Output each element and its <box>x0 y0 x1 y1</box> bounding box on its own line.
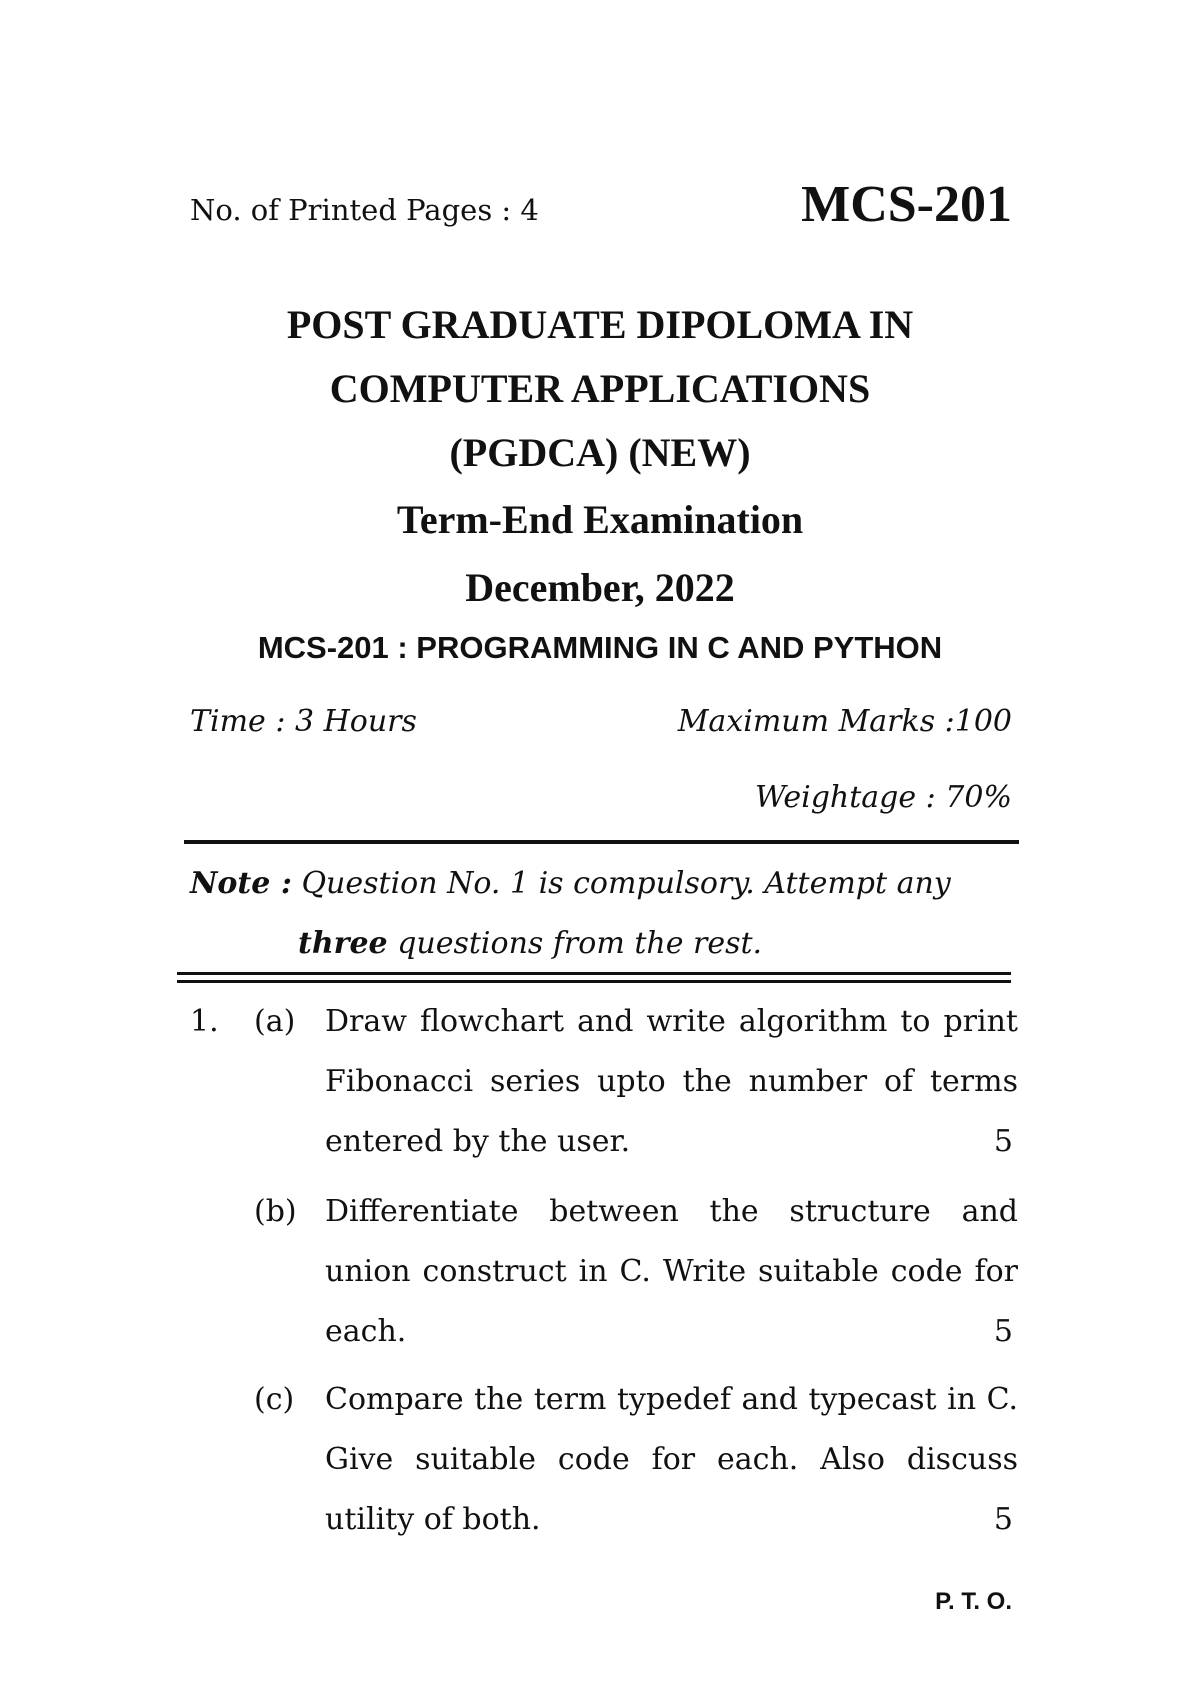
please-turn-over: P. T. O. <box>935 1588 1012 1615</box>
note-line-2-rest: questions from the rest. <box>387 926 763 961</box>
programme-title-line-3: (PGDCA) (NEW) <box>449 430 751 475</box>
subject-title: MCS-201 : PROGRAMMING IN C AND PYTHON <box>257 630 943 665</box>
question-part-a-marks: 5 <box>993 1124 1013 1159</box>
question-part-c-letter: (c) <box>254 1382 295 1417</box>
divider-double-lower <box>177 980 1011 983</box>
exam-time: Time : 3 Hours <box>190 704 417 739</box>
weightage: Weightage : 70% <box>754 780 1012 815</box>
question-part-c-text: Compare the term typedef and typecast in C. Give suitable code for each. Also discuss utility of both. <box>325 1382 1018 1537</box>
note-line-1: Question No. 1 is compulsory. Attempt any <box>301 866 951 901</box>
note-emphasis: three <box>298 926 388 961</box>
programme-title-line-2: COMPUTER APPLICATIONS <box>329 366 871 411</box>
divider-top <box>184 840 1019 844</box>
exam-session: December, 2022 <box>465 565 735 610</box>
printed-pages-count: No. of Printed Pages : 4 <box>190 193 539 227</box>
note-line-2 <box>298 924 762 964</box>
question-part-b-marks: 5 <box>993 1314 1013 1349</box>
question-part-a-letter: (a) <box>254 1004 296 1039</box>
maximum-marks: Maximum Marks :100 <box>677 704 1012 739</box>
question-number: 1. <box>190 1004 219 1039</box>
question-part-b-text: Differentiate between the structure and union construct in C. Write suitable code for each. <box>325 1194 1018 1349</box>
question-part-b-letter: (b) <box>254 1194 297 1229</box>
programme-title-line-1: POST GRADUATE DIPOLOMA IN <box>286 302 914 347</box>
divider-double-upper <box>177 972 1011 975</box>
question-part-c-marks: 5 <box>993 1502 1013 1537</box>
instructions-note <box>190 864 1020 904</box>
exam-title: Term-End Examination <box>396 497 804 542</box>
course-code: MCS-201 <box>801 176 1012 233</box>
question-part-a-text: Draw flowchart and write algorithm to print Fibonacci series upto the number of terms entered by the user. <box>325 1004 1018 1159</box>
note-label: Note : <box>190 866 292 901</box>
